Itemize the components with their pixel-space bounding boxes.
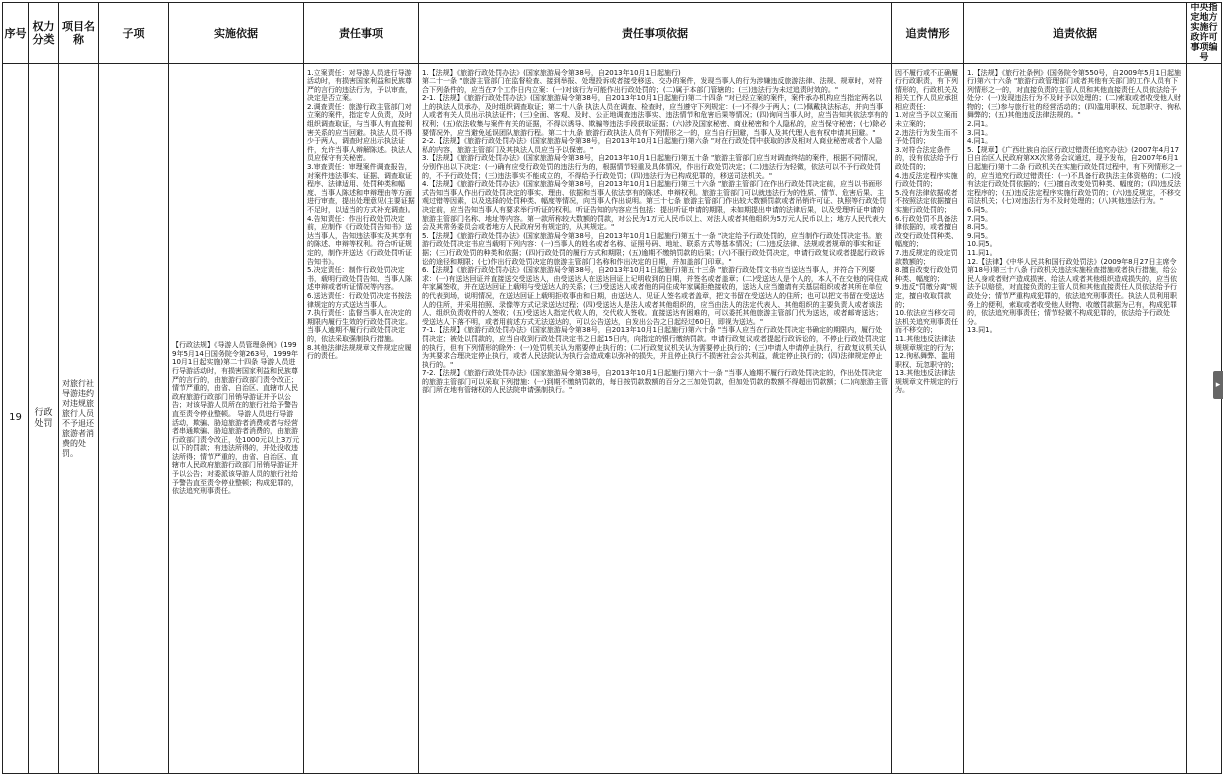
header-accountability-basis: 追责依据	[964, 3, 1187, 64]
side-expand-handle[interactable]: ▸	[1213, 371, 1223, 399]
header-duty-basis: 责任事项依据	[419, 3, 892, 64]
duty-basis-text: 1.【法规】《旅游行政处罚办法》(国家旅游局令第38号，自2013年10月1日起施行) 第二十一条 "旅游主管部门在监督检查、接到举报、处理投诉或者接受移送、交办的案件，发现当事人的行为涉嫌违反旅游法律、法规、规章时，对符合下列条件的，应当在7个工作日内立案：(一)对该行为可能作出行政处罚的；(二)属于本部门管辖的；(三)违法行为未过追责时效的。" 2-1.【法规】《旅游行政处罚办法》(国家旅游局令第38号，自2013年10月1日起施行)第二十四条 "对已经立案的案件，案件承办机构应当指定两名以上的执法人员承办，及时组织调查取证；第二十八条 执法人员在调查、检查时，应当遵守下列规定：(一)不得少于两人；(二)佩戴执法标志，并向当事人或者有关人员出示执法证件；(三)全面、客观、及时、公正地调查违法事实、违法情节和危害后果等情况；(四)询问当事人时，应当告知其依法享有的权利；(五)依法收集与案件有关的证据，不得以诱导、欺骗等违法手段获取证据；(六)涉及国家秘密、商业秘密和个人隐私的，应当保守秘密；(七)除必要情况外，应当避免延误团队旅游行程。第二十九条 旅游行政执法人员有下列情形之一的，应当自行回避，当事人及其代理人也有权申请其回避。" 2-2.【法规】《旅游行政处罚办法》(国家旅游局令第38号，自2013年10月1日起施行)第六条 "对在行政处罚中获取的涉及相对人商业秘密或者个人隐私的内容，旅游主管部门及其执法人员应当予以保密。" 3.【法规】《旅游行政处罚办法》(国家旅游局令第38号，自2013年10月1日起施行)第五十条 "旅游主管部门应当对调查终结的案件，根据不同情况，分别作出以下决定：(一)确有应受行政处罚的违法行为的，根据情节轻重及具体情况，作出行政处罚决定；(二)违法行为轻微，依法可以不予行政处罚的，不予行政处罚；(三)违法事实不能成立的，不得给予行政处罚；(四)违法行为已构成犯罪的，移送司法机关。" 4.【法规】《旅游行政处罚办法》(国家旅游局令第38号，自2013年10月1日起施行)第三十六条 "旅游主管部门在作出行政处罚决定前，应当以书面形式告知当事人作出行政处罚决定的事实、理由、依据和当事人依法享有的陈述、申辩权利。旅游主管部门可以就违法行为的性质、情节、危害后果、主观过错等因素，以及选择的处罚种类、幅度等情况，向当事人作出说明。第三十七条 旅游主管部门作出较大数额罚款或者吊销许可证、执照等行政处罚决定前，应当告知当事人有要求举行听证的权利。听证告知的内容应当包括：提出听证申请的期限，未如期提出申请的法律后果，以及受理听证申请的旅游主管部门名称、地址等内容。第一款所称较大数额的罚款，对公民为1万元人民币以上、对法人或者其他组织为5万元人民币以上；地方人民代表大会及其常务委员会或者地方人民政府另有规定的，从其规定。" 5.【法规】《旅游行政处罚办法》(国家旅游局令第38号，自2013年10月1日起施行)第五十一条 "决定给予行政处罚的，应当制作行政处罚决定书。旅游行政处罚决定书应当载明下列内容：(一)当事人的姓名或者名称、证照号码、地址、联系方式等基本情况；(二)违反法律、法规或者规章的事实和证据；(三)行政处罚的种类和依据；(四)行政处罚的履行方式和期限；(五)逾期不缴纳罚款的后果；(六)不服行政处罚决定，申请行政复议或者提起行政诉讼的途径和期限；(七)作出行政处罚决定的旅游主管部门名称和作出决定的日期，并加盖部门印章。" 6.【法规】《旅游行政处罚办法》(国家旅游局令第38号，自2013年10月1日起施行)第五十三条 "旅游行政处罚文书应当送达当事人，并符合下列要求：(一)有送达回证并直接送交受送达人，由受送达人在送达回证上记明收到的日期，并签名或者盖章；(二)受送达人是个人的，本人不在交他的同住成年家属签收，并在送达回证上载明与受送达人的关系；(三)受送达人或者他的同住成年家属拒绝接收的，送达人应当邀请有关基层组织或者其所在单位的代表到场，说明情况，在送达回证上载明拒收事由和日期，由送达人、见证人签名或者盖章，把文书留在受送达人的住所；也可以把文书留在受送达人的住所，并采用拍照、录像等方式记录送达过程；(四)受送达人是法人或者其他组织的，应当由法人的法定代表人、其他组织的主要负责人或者该法人、组织负责收件的人签收；(五)受送达人指定代收人的，交代收人签收。直接送达有困难的，可以委托其他旅游主管部门代为送达，或者邮寄送达；受送达人下落不明，或者用前述方式无法送达的，可以公告送达，自发出公告之日起经过60日，即视为送达。" 7-1.【法规】《旅游行政处罚办法》(国家旅游局令第38号，自2013年10月1日起施行)第六十条 "当事人应当在行政处罚决定书确定的期限内，履行处罚决定；被处以罚款的，应当自收到行政处罚决定书之日起15日内，向指定的银行缴纳罚款。申请行政复议或者提起行政诉讼的，不停止行政处罚决定的执行，但有下列情形的除外：(一)处罚机关认为需要停止执行的；(二)行政复议机关认为需要停止执行的；(三)申请人申请停止执行，行政复议机关认为其要求合理决定停止执行，或者人民法院认为执行会造成难以弥补的损失，并且停止执行不损害社会公共利益，裁定停止执行的；(四)法律规定停止执行的。" 7-2.【法规】《旅游行政处罚办法》(国家旅游局令第38号，自2013年10月1日起施行)第六十一条 "当事人逾期不履行行政处罚决定的，作出处罚决定的旅游主管部门可以采取下列措施：(一)到期不缴纳罚款的，每日按罚款数额的百分之三加处罚款，但加处罚款的数额不得超出罚款额；(二)向旅游主管部门所在地有管辖权的人民法院申请强制执行。"	[422, 68, 888, 395]
header-item-name: 项目名称	[59, 3, 99, 64]
header-category: 权力分类	[29, 3, 59, 64]
header-seq: 序号	[3, 3, 29, 64]
header-central-code: 中央指定地方实施行政许可事项编号	[1187, 3, 1222, 64]
cell-duty	[304, 64, 419, 774]
accountability-table	[2, 2, 1222, 774]
cell-sub-item	[99, 64, 169, 774]
header-accountability: 追责情形	[892, 3, 964, 64]
duty-text: 1.立案责任：对导游人员进行导游活动时，有损害国家利益和民族尊严的言行的违法行为，予以审查，决定是否立案。 2.调查责任：旅游行政主管部门对立案的案件，指定专人负责，及时组织调查取证，与当事人有直接利害关系的应当回避。执法人员不得少于两人，调查时应出示执法证件，允许当事人辩解陈述。执法人员应保守有关秘密。 3.审查责任：审理案件调查报告，对案件违法事实、证据、调查取证程序、法律适用、处罚种类和幅度、当事人陈述和申辩理由等方面进行审查，提出处理意见(主要证据不足时，以适当的方式补充调查)。 4.告知责任：作出行政处罚决定前，应制作《行政处罚告知书》送达当事人，告知违法事实及其享有的陈述、申辩等权利。符合听证规定的，制作并送达《行政处罚听证告知书》。 5.决定责任：制作行政处罚决定书，载明行政处罚告知、当事人陈述申辩或者听证情况等内容。 6.送达责任：行政处罚决定书按法律规定的方式送达当事人。 7.执行责任：监督当事人在决定的期限内履行生效的行政处罚决定。当事人逾期不履行行政处罚决定的，依法采取强制执行措施。 8.其他法律法规规章文件规定应履行的责任。	[307, 68, 415, 361]
cell-category: 行政处罚	[29, 64, 59, 774]
accountability-basis-text: 1.【法规】《旅行社条例》(国务院令第550号，自2009年5月1日起施行)第六十六条 "旅游行政管理部门或者其他有关部门的工作人员有下列情形之一的，对直接负责的主管人员和其他直接责任人员依法给予处分：(一)发现违法行为不及时予以处理的；(二)索取或者收受他人财物的；(三)参与旅行社的经营活动的；(四)滥用职权、玩忽职守、徇私舞弊的；(五)其他违反法律法规的。" 2.同1。 3.同1。 4.同1。 5.【规章】《广西壮族自治区行政过错责任追究办法》(2007年4月17日自治区人民政府第XX次常务会议通过，现予发布，自2007年6月1日起施行)第十二条 行政机关在实施行政处罚过程中，有下列情形之一的，应当追究行政过错责任：(一)不具备行政执法主体资格的；(二)没有法定行政处罚依据的；(三)擅自改变处罚种类、幅度的；(四)违反法定程序的；(五)违反法定程序实施行政处罚的；(六)违反规定，不移交司法机关；(七)对违法行为不及时处理的；(八)其他违法行为。" 6.同5。 7.同5。 8.同5。 9.同5。 10.同5。 11.同1。 12.【法律】《中华人民共和国行政处罚法》(2009年8月27日主席令第18号)第三十八条 行政机关违法实施检查措施或者执行措施，给公民人身或者财产造成损害、给法人或者其他组织造成损失的，应当依法予以赔偿，对直接负责的主管人员和其他直接责任人员依法给予行政处分；情节严重构成犯罪的，依法追究刑事责任。执法人员利用职务上的便利，索取或者收受他人财物、收缴罚款据为己有，构成犯罪的，依法追究刑事责任；情节轻微不构成犯罪的，依法给予行政处分。 13.同1。	[967, 68, 1182, 335]
header-basis: 实施依据	[169, 3, 304, 64]
basis-text: 【行政法规】《导游人员管理条例》(1999年5月14日国务院令第263号，1999年10月1日起实施)第二十四条 导游人员进行导游活动时，有损害国家利益和民族尊严的言行的，由旅游行政部门责令改正；情节严重的，由省、自治区、直辖市人民政府旅游行政部门吊销导游证并予以公告；对该导游人员所在的旅行社给予警告直至责令停业整顿。 导游人员进行导游活动，欺骗、胁迫旅游者消费或者与经营者串通欺骗、胁迫旅游者消费的，由旅游行政部门责令改正，处1000元以上3万元以下的罚款；有违法所得的，并处没收违法所得；情节严重的，由省、自治区、直辖市人民政府旅游行政部门吊销导游证并予以公告；对委派该导游人员的旅行社给予警告直至责令停业整顿；构成犯罪的，依法追究刑事责任。	[172, 341, 300, 496]
table-row	[3, 64, 1222, 774]
cell-accountability-basis	[964, 64, 1187, 774]
header-row	[3, 3, 1222, 64]
cell-duty-basis	[419, 64, 892, 774]
accountability-text: 因不履行或不正确履行行政职责，有下列情形的，行政机关及相关工作人员应承担相应责任： 1.对应当予以立案而未立案的； 2.违法行为发生而不予处罚的； 3.对符合法定条件的，没有依法给予行政处罚的； 4.违反法定程序实施行政处罚的； 5.没有法律依据或者不按照法定依据擅自实施行政处罚的； 6.行政处罚不具备法律依据的，或者擅自改变行政处罚种类、幅度的； 7.违反规定的设定罚款数额的； 8.擅自改变行政处罚种类、幅度的； 9.违反"罚缴分离"规定，擅自收取罚款的； 10.依法应当移交司法机关追究刑事责任而不移交的； 11.其他违反法律法规规章规定的行为； 12.徇私舞弊、滥用职权、玩忽职守的； 13.其他违反法律法规规章文件规定的行为。	[895, 68, 958, 395]
cell-item-name: 对旅行社导游违约对违规旅旅行人员不予退还旅游者消费的处罚。	[59, 64, 99, 774]
cell-central-code	[1187, 64, 1222, 774]
cell-basis	[169, 64, 304, 774]
cell-seq: 19	[3, 64, 29, 774]
cell-accountability	[892, 64, 964, 774]
header-duty: 责任事项	[304, 3, 419, 64]
header-sub-item: 子项	[99, 3, 169, 64]
